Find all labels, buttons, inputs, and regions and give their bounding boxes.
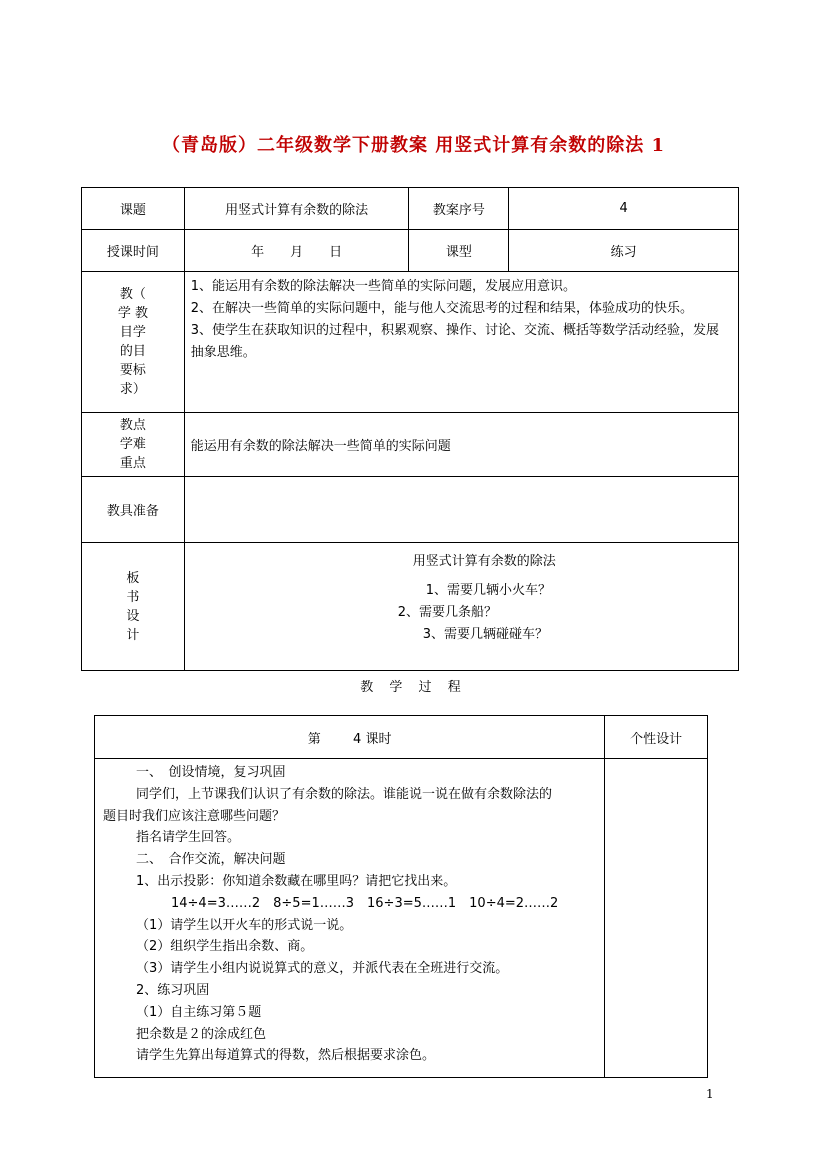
- lesson-line: 同学们，上节课我们认识了有余数的除法。谁能说一说在做有余数除法的: [136, 786, 553, 802]
- class-time-label: 授课时间: [82, 230, 185, 272]
- teaching-goals-label: 教（ 学 教 目学 的目 要标 求）: [82, 272, 185, 413]
- board-item: 3、需要几辆碰碰车？: [422, 627, 549, 642]
- lesson-line: （1）自主练习第５题: [136, 1004, 262, 1020]
- equations-line: 14÷4=3……2 8÷5=1……3 16÷3=5……1 10÷4=2……2: [171, 895, 559, 911]
- goal-item: 3、使学生在获取知识的过程中，积累观察、操作、讨论、交流、概括等数学活动经验，发展抽象思维。: [190, 323, 720, 360]
- board-design-content: [184, 543, 738, 671]
- goal-item: 2、在解决一些简单的实际问题中，能与他人交流思考的过程和结果，体验成功的快乐。: [190, 301, 694, 316]
- board-item: 1、需要几辆小火车？: [425, 583, 552, 598]
- lesson-type-label: 课型: [409, 230, 509, 272]
- lesson-line: （3）请学生小组内说说算式的意义，并派代表在全班进行交流。: [136, 961, 509, 977]
- goal-item: 1、能运用有余数的除法解决一些简单的实际问题，发展应用意识。: [190, 279, 577, 294]
- document-title: （青岛版）二年级数学下册教案 用竖式计算有余数的除法 1: [161, 135, 666, 156]
- topic-value: 用竖式计算有余数的除法: [184, 188, 409, 230]
- key-difficulty-label: 教点 学难 重点: [82, 413, 185, 477]
- lesson-period-header: 第 4 课时: [95, 716, 605, 759]
- lesson-line: 1、出示投影：你知道余数藏在哪里吗？请把它找出来。: [136, 873, 457, 889]
- lesson-type-value: 练习: [509, 230, 739, 272]
- lesson-line: （1）请学生以开火车的形式说一说。: [136, 917, 353, 933]
- personal-design-content: [605, 759, 708, 1078]
- teaching-goals-content: [184, 272, 738, 413]
- personal-design-header: 个性设计: [605, 716, 708, 759]
- section-heading: 一、 创设情境，复习巩固: [136, 765, 286, 780]
- lesson-process-table: [94, 715, 708, 1078]
- lesson-line: 请学生先算出每道算式的得数，然后根据要求涂色。: [136, 1048, 436, 1064]
- key-difficulty-content: 能运用有余数的除法解决一些简单的实际问题: [184, 413, 738, 477]
- plan-number-label: 教案序号: [409, 188, 509, 230]
- lesson-line: 题目时我们应该注意哪些问题？: [103, 808, 286, 824]
- teaching-aids-label: 教具准备: [82, 477, 185, 543]
- lesson-line: 2、练习巩固: [136, 982, 210, 998]
- class-time-value: 年 月 日: [184, 230, 409, 272]
- page-number: 1: [706, 1087, 714, 1101]
- lesson-info-table: [81, 187, 739, 671]
- board-design-label: 板 书 设 计: [82, 543, 185, 671]
- teaching-process-heading: 教 学 过 程: [360, 680, 467, 695]
- section-heading: 二、 合作交流，解决问题: [136, 852, 286, 868]
- board-title: 用竖式计算有余数的除法: [412, 554, 556, 569]
- lesson-content: [95, 759, 605, 1078]
- lesson-line: 把余数是２的涂成红色: [136, 1026, 267, 1042]
- board-item: 2、需要几条船？: [397, 605, 498, 620]
- topic-label: 课题: [82, 188, 185, 230]
- lesson-line: （2）组织学生指出余数、商。: [136, 939, 314, 955]
- plan-number-value: 4: [509, 188, 739, 230]
- lesson-line: 指名请学生回答。: [136, 830, 241, 846]
- teaching-aids-content: [184, 477, 738, 543]
